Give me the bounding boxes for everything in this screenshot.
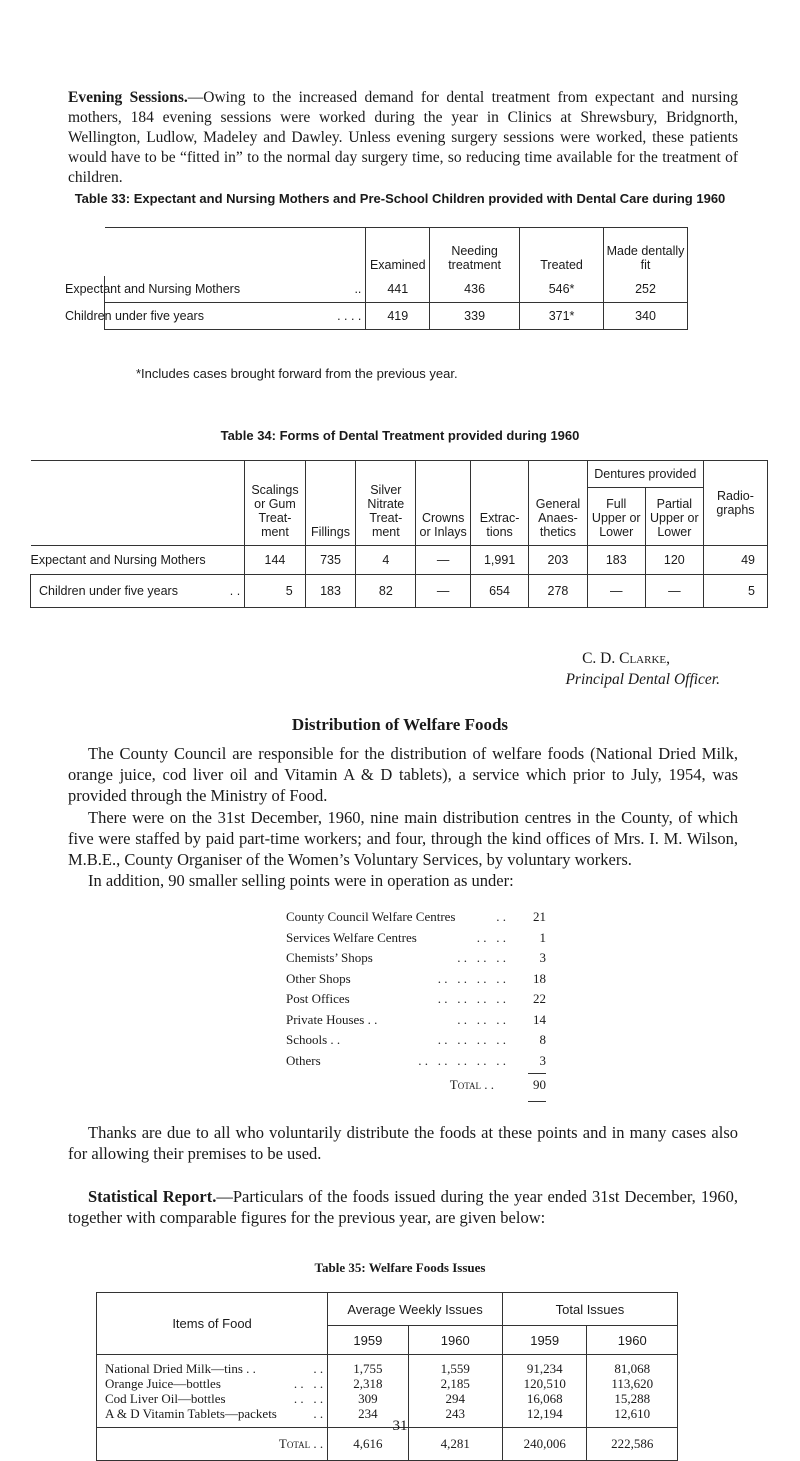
selling-point-dots: . . . . . . . . xyxy=(437,1032,506,1047)
table35-year: 1960 xyxy=(408,1326,502,1355)
selling-point-value: 14 xyxy=(533,1011,546,1027)
selling-point-dots: . . . . xyxy=(476,929,506,945)
total-rule-top xyxy=(528,1073,546,1074)
statistical-paragraph xyxy=(68,1186,738,1228)
table35-header-average: Average Weekly Issues xyxy=(328,1293,503,1326)
selling-point-label: Chemists’ Shops xyxy=(286,950,373,965)
table33-header-row xyxy=(105,228,688,277)
table33-header-examined: Examined xyxy=(366,228,430,277)
table34-row1-label: Children under five years xyxy=(39,584,178,598)
table34-row1-dots: . . xyxy=(229,584,241,598)
table33-header-treated: Treated xyxy=(520,228,604,277)
table35-total: 4,281 xyxy=(408,1428,502,1461)
table35-cell: 234 xyxy=(358,1406,378,1421)
signature-name: C. D. Clarke, xyxy=(582,650,670,667)
table35-cell: 294 xyxy=(445,1391,465,1406)
selling-point-dots: . . . . . . . . xyxy=(437,991,506,1006)
table34-row-label: Expectant and Nursing Mothers xyxy=(30,553,206,567)
evening-sessions-text: —Owing to the increased demand for dental treatment from expectant and nursing mothers, 184 evening sessions were worked during the year in Clinics at Shrewsbury, Bridgnorth, Wellington, Ludlow, Madeley and Dawley. Unless evening surgery sessions were worked, these patients would have to be “fitted in” to the normal day surgery time, so reducing time available for the treatment of children. xyxy=(68,89,738,186)
table34-header-scalings: Scalings or Gum Treat- ment xyxy=(245,461,306,546)
table35-year: 1959 xyxy=(502,1326,587,1355)
table33-row1-dots: . . . . xyxy=(337,309,362,323)
total-rule-bottom xyxy=(528,1101,546,1102)
table33-header-made-fit xyxy=(604,228,688,277)
table35-col xyxy=(408,1355,502,1428)
selling-point-row xyxy=(286,1032,546,1053)
table33-cell: 546* xyxy=(520,276,604,303)
table35-cell: 12,610 xyxy=(614,1406,651,1421)
selling-point-label: Post Offices xyxy=(286,991,350,1006)
table34-cell: 144 xyxy=(245,546,306,575)
table33-cell: 339 xyxy=(430,303,520,330)
table33-cell: 419 xyxy=(366,303,430,330)
selling-point-label: Others xyxy=(286,1052,321,1068)
table34-cell: 654 xyxy=(470,575,528,608)
selling-point-row xyxy=(286,971,546,992)
table35-header-total: Total Issues xyxy=(502,1293,677,1326)
table34-cell: — xyxy=(416,546,471,575)
welfare-paragraph-1: The County Council are responsible for the distribution of welfare foods (National Dried Milk, orange juice, cod liver oil and Vitamin A & D tablets), a service which prior to July, 1954, was provided through the Ministry of Food. xyxy=(68,744,738,805)
table35-row-label xyxy=(105,1361,327,1376)
table35-header-items: Items of Food xyxy=(97,1293,328,1355)
table35-total: 222,586 xyxy=(587,1428,678,1461)
table35-cell: 12,194 xyxy=(526,1406,563,1421)
selling-point-dots: . . . . . . . . xyxy=(437,970,506,986)
selling-point-row xyxy=(286,1012,546,1033)
table34-cell: 49 xyxy=(703,546,767,575)
table34-cell: 278 xyxy=(529,575,587,608)
selling-point-value: 8 xyxy=(539,1032,546,1047)
table34-cell: — xyxy=(587,575,645,608)
table33-row-label xyxy=(65,276,366,303)
selling-point-value: 1 xyxy=(539,929,546,945)
table35-item-label: Orange Juice—bottles xyxy=(105,1376,221,1391)
selling-point-dots: . . . . . . xyxy=(457,950,506,965)
table35-cell: 91,234 xyxy=(526,1361,563,1376)
table35 xyxy=(96,1292,678,1461)
selling-points-total-value: 90 xyxy=(533,1077,546,1092)
table34-cell: 5 xyxy=(703,575,767,608)
table35-cell: 81,068 xyxy=(614,1361,651,1376)
table35-cell: 2,185 xyxy=(440,1376,470,1391)
table34-cell: 4 xyxy=(356,546,416,575)
table34-row-label xyxy=(31,575,245,608)
selling-point-dots: . . . . . . xyxy=(457,1011,506,1027)
table35-item-label: National Dried Milk—tins . . xyxy=(105,1361,256,1376)
table34-header-full: Full Upper or Lower xyxy=(587,488,645,546)
table35-body xyxy=(97,1355,678,1428)
selling-point-label: Other Shops xyxy=(286,970,351,986)
table33-header-needing-text: Needing treatment xyxy=(448,244,502,272)
table35-total: 240,006 xyxy=(502,1428,587,1461)
selling-point-label: Services Welfare Centres xyxy=(286,929,417,945)
table33-cell: 252 xyxy=(604,276,688,303)
table35-cell: 309 xyxy=(358,1391,378,1406)
welfare-paragraph-3: In addition, 90 smaller selling points were in operation as under: xyxy=(88,871,514,890)
table35-total-label: Total . . xyxy=(97,1428,328,1461)
table34-cell: 183 xyxy=(305,575,356,608)
table35-item-dots: . . . . xyxy=(293,1391,324,1406)
table34-row xyxy=(31,546,768,575)
selling-point-row xyxy=(286,1053,546,1074)
table35-cell: 1,755 xyxy=(353,1361,383,1376)
selling-point-row xyxy=(286,930,546,951)
table33-cell: 436 xyxy=(430,276,520,303)
table34-cell: 203 xyxy=(529,546,587,575)
selling-point-dots: . . . . . . . . . . xyxy=(418,1052,506,1068)
table34 xyxy=(30,460,768,608)
page-number: 31 xyxy=(392,1418,408,1434)
table34-cell: 120 xyxy=(645,546,703,575)
table35-item-dots: . . xyxy=(313,1406,324,1421)
table35-cell: 16,068 xyxy=(526,1391,563,1406)
table34-cell: — xyxy=(416,575,471,608)
table35-item-label: A & D Vitamin Tablets—packets xyxy=(105,1406,277,1421)
table34-header-fillings: Fillings xyxy=(305,461,356,546)
table35-total: 4,616 xyxy=(328,1428,408,1461)
table35-col xyxy=(328,1355,408,1428)
table35-item-dots: . . . . xyxy=(293,1376,324,1391)
table33-row0-dots: .. xyxy=(354,282,362,296)
table35-cell: 2,318 xyxy=(353,1376,383,1391)
signature-block xyxy=(565,648,720,690)
table33-row-label xyxy=(65,303,366,330)
table34-cell: 1,991 xyxy=(470,546,528,575)
table35-col xyxy=(587,1355,678,1428)
table34-header-radiographs: Radio- graphs xyxy=(703,461,767,546)
table35-row-label xyxy=(105,1391,327,1406)
selling-point-value: 18 xyxy=(533,970,546,986)
table33-cell: 371* xyxy=(520,303,604,330)
table33-cell: 441 xyxy=(366,276,430,303)
table34-cell: 735 xyxy=(305,546,356,575)
table34-header-row xyxy=(31,461,768,488)
table34-cell: — xyxy=(645,575,703,608)
table33-caption: Table 33: Expectant and Nursing Mothers and Pre-School Children provided with Dental Care during 1960 xyxy=(74,191,726,206)
selling-point-value: 3 xyxy=(539,950,546,965)
table35-cell: 15,288 xyxy=(614,1391,651,1406)
table33 xyxy=(65,227,688,330)
selling-points-list xyxy=(286,909,546,1073)
selling-point-label: Private Houses . . xyxy=(286,1011,378,1027)
table35-year: 1960 xyxy=(587,1326,678,1355)
table34-header-dentures: Dentures provided xyxy=(587,461,703,488)
welfare-paragraph-2: There were on the 31st December, 1960, nine main distribution centres in the County, of which five were staffed by paid part-time workers; and four, through the kind offices of Mrs. I. M. Wilson, M.B.E., County Organiser of the Women’s Voluntary Services, by voluntary workers. xyxy=(68,808,738,869)
selling-points-total xyxy=(286,1077,546,1099)
table33-row1-label: Children under five years xyxy=(65,309,204,323)
signature-title: Principal Dental Officer. xyxy=(565,671,720,688)
selling-point-row xyxy=(286,991,546,1012)
table35-items-cell xyxy=(97,1355,328,1428)
table34-caption: Table 34: Forms of Dental Treatment provided during 1960 xyxy=(220,428,580,443)
table33-row xyxy=(105,276,688,303)
table34-cell: 183 xyxy=(587,546,645,575)
statistical-lead: Statistical Report. xyxy=(88,1187,217,1206)
table33-footnote: *Includes cases brought forward from the previous year. xyxy=(136,366,458,381)
selling-point-row xyxy=(286,950,546,971)
selling-point-label: Schools . . xyxy=(286,1032,341,1047)
table33-header-made-fit-text: Made dentally fit xyxy=(606,244,685,272)
selling-point-value: 21 xyxy=(533,909,546,924)
table33-row0-label: Expectant and Nursing Mothers xyxy=(65,282,241,296)
table35-item-label: Cod Liver Oil—bottles xyxy=(105,1391,226,1406)
selling-points-total-label: Total . . xyxy=(449,1077,494,1092)
table33-cell: 340 xyxy=(604,303,688,330)
welfare-paragraph-4: Thanks are due to all who voluntarily distribute the foods at these points and in many cases also for allowing their premises to be used. xyxy=(68,1123,738,1163)
selling-point-dots: . . xyxy=(496,909,506,924)
table35-item-dots: . . xyxy=(313,1361,324,1376)
table35-col xyxy=(502,1355,587,1428)
table33-header-needing xyxy=(430,228,520,277)
selling-point-value: 3 xyxy=(539,1052,546,1068)
table34-cell: 5 xyxy=(245,575,306,608)
evening-sessions-lead: Evening Sessions. xyxy=(68,89,188,106)
table35-cell: 243 xyxy=(445,1406,465,1421)
table34-header-partial: Partial Upper or Lower xyxy=(645,488,703,546)
table33-row xyxy=(105,303,688,330)
selling-point-row xyxy=(286,909,546,930)
table34-header-silver: Silver Nitrate Treat- ment xyxy=(356,461,416,546)
table34-cell: 82 xyxy=(356,575,416,608)
welfare-heading: Distribution of Welfare Foods xyxy=(291,715,509,734)
table34-header-crowns: Crowns or Inlays xyxy=(416,461,471,546)
table34-header-anaesthetics: General Anaes- thetics xyxy=(529,461,587,546)
selling-point-label: County Council Welfare Centres xyxy=(286,909,456,924)
table35-cell: 113,620 xyxy=(611,1376,654,1391)
table35-cell: 120,510 xyxy=(523,1376,566,1391)
table34-header-extractions: Extrac- tions xyxy=(470,461,528,546)
selling-point-value: 22 xyxy=(533,991,546,1006)
table34-row xyxy=(31,575,768,608)
evening-sessions-paragraph xyxy=(68,88,738,188)
table35-year: 1959 xyxy=(328,1326,408,1355)
table35-caption: Table 35: Welfare Foods Issues xyxy=(314,1260,486,1275)
statistical-text: —Particulars of the foods issued during the year ended 31st December, 1960, together with comparable figures for the previous year, are given below: xyxy=(68,1187,738,1227)
table35-header-row xyxy=(97,1293,678,1326)
table35-row-label xyxy=(105,1376,327,1391)
selling-points-total-row xyxy=(286,1077,546,1099)
table35-cell: 1,559 xyxy=(440,1361,470,1376)
